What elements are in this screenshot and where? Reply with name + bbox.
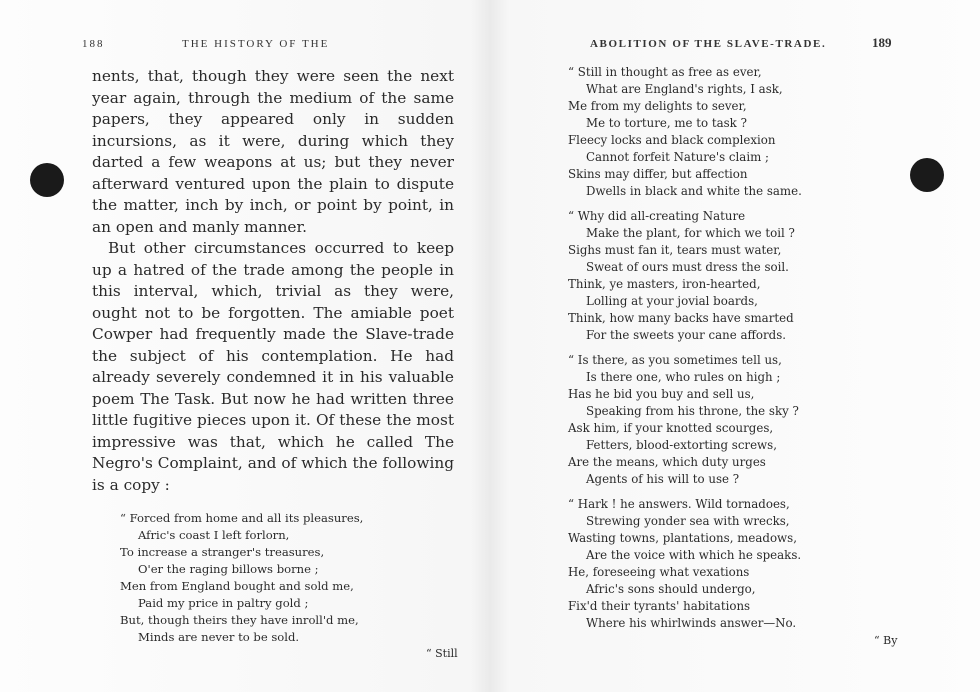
poem-line: Me to torture, me to task ? <box>586 116 747 130</box>
poem-line: Skins may differ, but affection <box>568 167 748 181</box>
poem-stanza <box>568 64 802 200</box>
poem-line: To increase a stranger's treasures, <box>120 545 325 559</box>
paragraph: But other circumstances occurred to keep up a hatred of the trade among the people in this interval, which, trivial as they were, ought not to be forgotten. The amiable poet Cowper had frequently made the Slave-trade the subject of his contemplation. He had already severely condemned it in his valuable poem The Task. But now he had written three little fugitive pieces upon it. Of these the most impressive was that, which he called The Negro's Complaint, and of which the following is a copy : <box>92 239 454 494</box>
left-page <box>70 0 470 692</box>
punch-hole-left <box>30 163 64 197</box>
poem-line: “ Why did all-creating Nature <box>568 209 746 223</box>
paragraph: nents, that, though they were seen the next year again, through the medium of the same papers, they appeared only in sudden incursions, as it were, during which they darted a few weapons at us; but they never afterward ventured upon the plain to dispute the matter, inch by inch, or point by point, in an open and manly manner. <box>92 67 454 236</box>
prose-text <box>92 66 454 496</box>
poem-line: Afric's sons should undergo, <box>586 582 756 596</box>
poem-line: “ Hark ! he answers. Wild tornadoes, <box>568 497 790 511</box>
poem-line: Where his whirlwinds answer—No. <box>586 616 797 630</box>
poem-line: “ Still in thought as free as ever, <box>568 65 762 79</box>
catchword-left: “ Still <box>426 647 458 660</box>
poem-line: Afric's coast I left forlorn, <box>138 528 290 542</box>
poem-stanza-left <box>120 510 363 646</box>
poem-line: Cannot forfeit Nature's claim ; <box>586 150 770 164</box>
poem-line: Men from England bought and sold me, <box>120 579 354 593</box>
running-head-left: THE HISTORY OF THE <box>182 38 330 50</box>
poem-right <box>568 64 802 640</box>
poem-line: “ Forced from home and all its pleasures, <box>120 511 364 525</box>
poem-line: Me from my delights to sever, <box>568 99 747 113</box>
poem-line: He, foreseeing what vexations <box>568 565 750 579</box>
poem-line: Speaking from his throne, the sky ? <box>586 404 799 418</box>
poem-line: Lolling at your jovial boards, <box>586 294 758 308</box>
poem-line: Has he bid you buy and sell us, <box>568 387 755 401</box>
right-page <box>560 0 900 692</box>
poem-stanza <box>568 496 802 632</box>
poem-line: Sighs must fan it, tears must water, <box>568 243 782 257</box>
running-head-right: ABOLITION OF THE SLAVE-TRADE. <box>590 38 827 50</box>
catchword-right: “ By <box>874 634 898 647</box>
page-number-right: 189 <box>872 35 892 50</box>
page-number-left: 188 <box>82 38 105 50</box>
punch-hole-right <box>910 158 944 192</box>
poem-line: Strewing yonder sea with wrecks, <box>586 514 790 528</box>
poem-line: Agents of his will to use ? <box>586 472 740 486</box>
poem-line: “ Is there, as you sometimes tell us, <box>568 353 782 367</box>
poem-line: Fleecy locks and black complexion <box>568 133 776 147</box>
poem-line: Dwells in black and white the same. <box>586 184 802 198</box>
poem-line: Fix'd their tyrants' habitations <box>568 599 751 613</box>
poem-line: O'er the raging billows borne ; <box>138 562 319 576</box>
poem-line: Are the voice with which he speaks. <box>586 548 802 562</box>
poem-line: Sweat of ours must dress the soil. <box>586 260 789 274</box>
poem-line: What are England's rights, I ask, <box>586 82 783 96</box>
poem-line: Fetters, blood-extorting screws, <box>586 438 777 452</box>
poem-line: Wasting towns, plantations, meadows, <box>568 531 797 545</box>
poem-stanza <box>568 352 802 488</box>
poem-line: Think, ye masters, iron-hearted, <box>568 277 761 291</box>
poem-line: Minds are never to be sold. <box>138 630 300 644</box>
poem-line: For the sweets your cane affords. <box>586 328 786 342</box>
poem-line: Paid my price in paltry gold ; <box>138 596 309 610</box>
poem-line: Are the means, which duty urges <box>568 455 766 469</box>
poem-line: But, though theirs they have inroll'd me, <box>120 613 359 627</box>
poem-line: Think, how many backs have smarted <box>568 311 794 325</box>
poem-line: Ask him, if your knotted scourges, <box>568 421 774 435</box>
poem-line: Make the plant, for which we toil ? <box>586 226 795 240</box>
poem-stanza <box>568 208 802 344</box>
poem-line: Is there one, who rules on high ; <box>586 370 781 384</box>
